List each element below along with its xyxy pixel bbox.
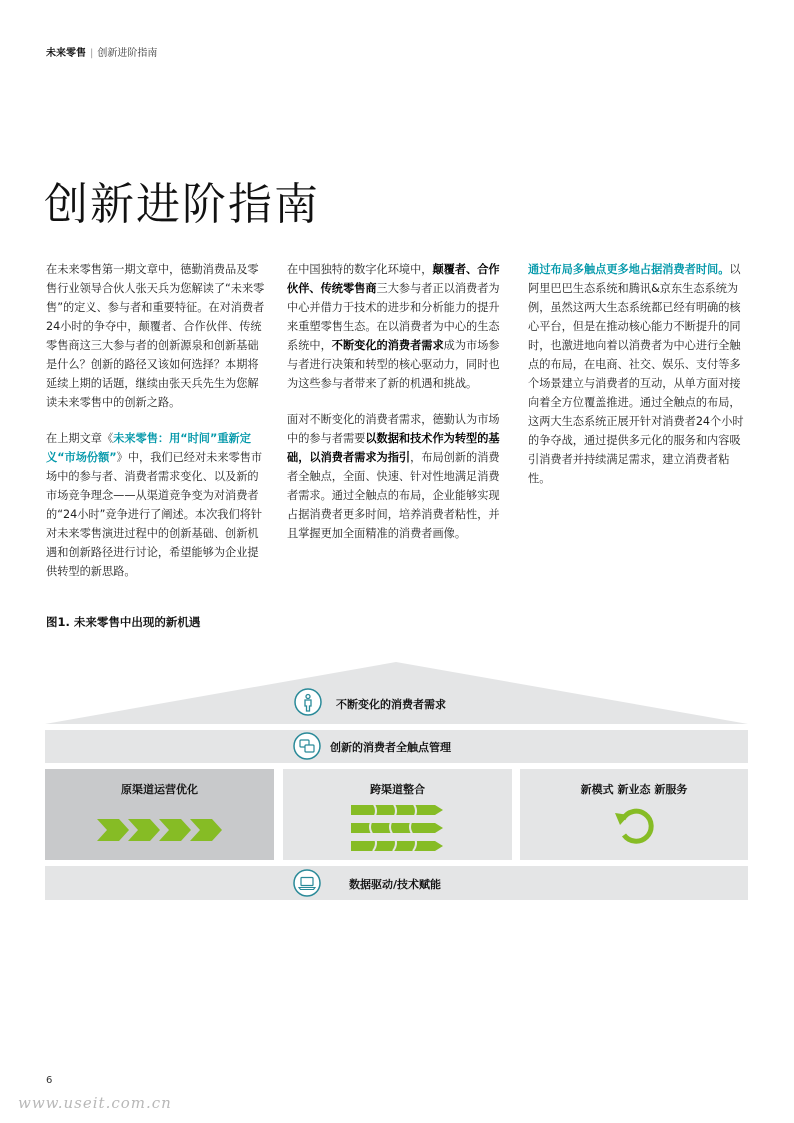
- col2-p1-c: 三大参与者正以消费者为中心并借力于技术的进步和分析能力的提升来重塑零售生态。在以消费者为中心的生态系统中，: [287, 282, 500, 352]
- col2-p2-b: 以数据和技术作为转型的基础，以消费者需求为指引: [287, 432, 500, 464]
- col2-p2-c: ，布局创新的消费者全触点，全面、快速、针对性地满足消费者需求。通过全触点的布局，企业能够实现占据消费者更多时间，培养消费者粘性，并且掌握更加全面精准的消费者画像。: [287, 451, 500, 540]
- laptop-icon: [293, 869, 321, 897]
- page-number: 6: [46, 1075, 53, 1086]
- touchpoint-band: [45, 730, 748, 763]
- roof-shape: [45, 662, 748, 724]
- header-separator: |: [90, 48, 94, 59]
- col2-paragraph-2: [287, 410, 507, 543]
- figure-title: 图1. 未来零售中出现的新机遇: [46, 615, 201, 629]
- col2-p1-a: 在中国独特的数字化环境中，: [287, 263, 433, 276]
- box3-title: 新模式 新业态 新服务: [580, 783, 688, 796]
- arrows-icon: [97, 819, 223, 841]
- col1-p2-pre: 在上期文章《: [46, 432, 114, 445]
- col3-lead: 通过布局多触点更多地占据消费者时间。: [528, 263, 730, 276]
- data-tech-label: 数据驱动/技术赋能: [349, 878, 442, 891]
- col2-paragraph-1: [287, 260, 507, 393]
- col2-p1-e: 成为市场参与者进行决策和转型的核心驱动力，同时也为这些参与者带来了新的机遇和挑战。: [287, 339, 500, 390]
- column-1: [46, 260, 266, 598]
- person-icon: [294, 688, 322, 716]
- column-2: [287, 260, 507, 560]
- roof-label: 不断变化的消费者需求: [336, 698, 446, 711]
- col1-p2-post: 》中，我们已经对未来零售市场中的参与者、消费者需求变化、以及新的市场竞争理念——从渠道竞争变为对消费者的“24小时”竞争进行了阐述。本次我们将针对未来零售演进过程中的创新基础、创新机遇和创新路径进行讨论，希望能够为企业提供转型的新思路。: [46, 451, 263, 578]
- header-brand: 未来零售: [46, 48, 86, 59]
- watermark: www.useit.com.cn: [18, 1094, 172, 1112]
- running-header: [46, 44, 157, 59]
- box1-title: 原渠道运营优化: [121, 783, 198, 796]
- merge-arrows-icon: [351, 803, 445, 853]
- box2-title: 跨渠道整合: [370, 783, 425, 796]
- box-cross-channel: [283, 769, 512, 860]
- col2-p2-a: 面对不断变化的消费者需求，德勤认为市场中的参与者需要: [287, 413, 500, 445]
- column-3: [528, 260, 748, 505]
- col1-paragraph-1: 在未来零售第一期文章中，德勤消费品及零售行业领导合伙人张天兵为您解读了“未来零售”的定义、参与者和重要特征。在对消费者24小时的争夺中，颠覆者、合作伙伴、传统零售商这三大参与者的创新源泉和创新基础是什么？创新的路径又该如何选择？本期将延续上期的话题，继续由张天兵先生为您解读未来零售中的创新之路。: [46, 263, 265, 409]
- chat-bubbles-icon: [293, 732, 321, 760]
- data-tech-band: [45, 866, 748, 900]
- box-new-models: [520, 769, 748, 860]
- page-title: 创新进阶指南: [44, 179, 320, 230]
- col3-paragraph-1: [528, 260, 748, 488]
- col2-p1-b: 颠覆者、合作伙伴、传统零售商: [287, 263, 500, 295]
- touchpoint-label: 创新的消费者全触点管理: [330, 741, 451, 754]
- cycle-icon: [612, 803, 658, 849]
- col2-p1-d: 不断变化的消费者需求: [331, 339, 444, 352]
- article-link[interactable]: 未来零售：用“时间”重新定义“市场份额”: [46, 432, 251, 464]
- col3-body: 以阿里巴巴生态系统和腾讯&京东生态系统为例，虽然这两大生态系统都已经有明确的核心平台，但是在推动核心能力不断提升的同时，也激进地向着以消费者为中心进行全触点的布局，在电商、社交、娱乐、支付等多个场景建立与消费者的互动，从单方面对接向着全方位覆盖推进。通过全触点的布局，这两大生态系统正展开针对消费者24个小时的争夺战，通过提供多元化的服务和内容吸引消费者并持续满足需求，建立消费者粘性。: [528, 263, 744, 485]
- header-section: 创新进阶指南: [97, 48, 158, 59]
- box-channel-optimization: [45, 769, 274, 860]
- col1-paragraph-2: [46, 429, 266, 581]
